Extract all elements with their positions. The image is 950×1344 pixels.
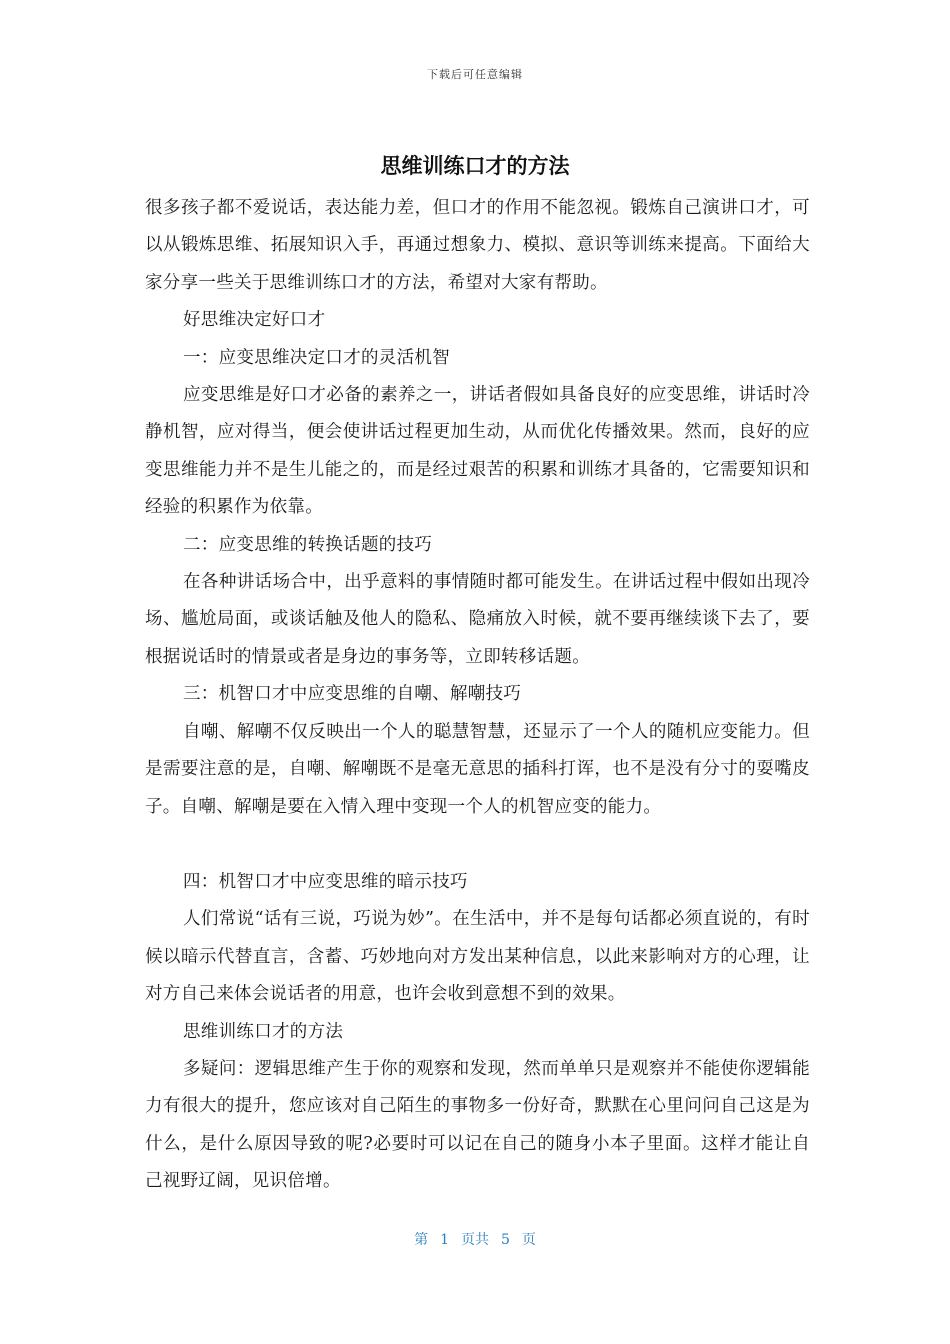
subheading-two: 二：应变思维的转换话题的技巧 [183, 534, 433, 555]
document-body [145, 190, 810, 1201]
footer-total-pages: 5 [501, 1232, 510, 1248]
paragraph-more-questions: 多疑问：逻辑思维产生于你的观察和发现，然而单单只是观察并不能使你逻辑能力有很大的提升，您应该对自己陌生的事物多一份好奇，默默在心里问问自己这是为什么，是什么原因导致的呢?必要时可以记在自己的随身小本子里面。这样才能让自己视野辽阔，见识倍增。 [145, 1058, 810, 1192]
subheading-one: 一：应变思维决定口才的灵活机智 [183, 347, 450, 368]
footer-middle: 页共 [461, 1232, 489, 1248]
paragraph-one: 应变思维是好口才必备的素养之一，讲话者假如具备良好的应变思维，讲话时冷静机智，应对得当，便会使讲话过程更加生动，从而优化传播效果。然而，良好的应变思维能力并不是生儿能之的，而是经过艰苦的积累和训练才具备的，它需要知识和经验的积累作为依靠。 [145, 385, 810, 518]
section-heading-good-thinking: 好思维决定好口才 [183, 310, 326, 331]
page-footer [0, 1229, 950, 1249]
document-title: 思维训练口才的方法 [380, 154, 570, 178]
subheading-three: 三：机智口才中应变思维的自嘲、解嘲技巧 [183, 684, 522, 705]
paragraph-intro: 很多孩子都不爱说话，表达能力差，但口才的作用不能忽视。锻炼自己演讲口才，可以从锻炼思维、拓展知识入手，再通过想象力、模拟、意识等训练来提高。下面给大家分享一些关于思维训练口才的方法，希望对大家有帮助。 [145, 198, 810, 293]
subheading-four: 四：机智口才中应变思维的暗示技巧 [183, 871, 468, 892]
footer-page-number: 1 [440, 1232, 449, 1248]
paragraph-three: 自嘲、解嘲不仅反映出一个人的聪慧智慧，还显示了一个人的随机应变能力。但是需要注意的是，自嘲、解嘲既不是毫无意思的插科打诨，也不是没有分寸的耍嘴皮子。自嘲、解嘲是要在入情入理中变现一个人的机智应变的能力。 [145, 721, 810, 817]
section-heading-methods: 思维训练口才的方法 [183, 1021, 344, 1042]
paragraph-four: 人们常说“话有三说，巧说为妙”。在生活中，并不是每句话都必须直说的，有时候以暗示代替直言，含蓄、巧妙地向对方发出某种信息，以此来影响对方的心理，让对方自己来体会说话者的用意，也许会收到意想不到的效果。 [145, 909, 810, 1005]
blank-line [145, 826, 810, 864]
header-note: 下载后可任意编辑 [427, 68, 523, 81]
footer-prefix: 第 [414, 1232, 429, 1248]
footer-suffix: 页 [521, 1232, 536, 1248]
paragraph-two: 在各种讲话场合中，出乎意料的事情随时都可能发生。在讲话过程中假如出现冷场、尴尬局面，或谈话触及他人的隐私、隐痛放入时候，就不要再继续谈下去了，要根据说话时的情景或者是身边的事务等，立即转移话题。 [145, 572, 810, 667]
